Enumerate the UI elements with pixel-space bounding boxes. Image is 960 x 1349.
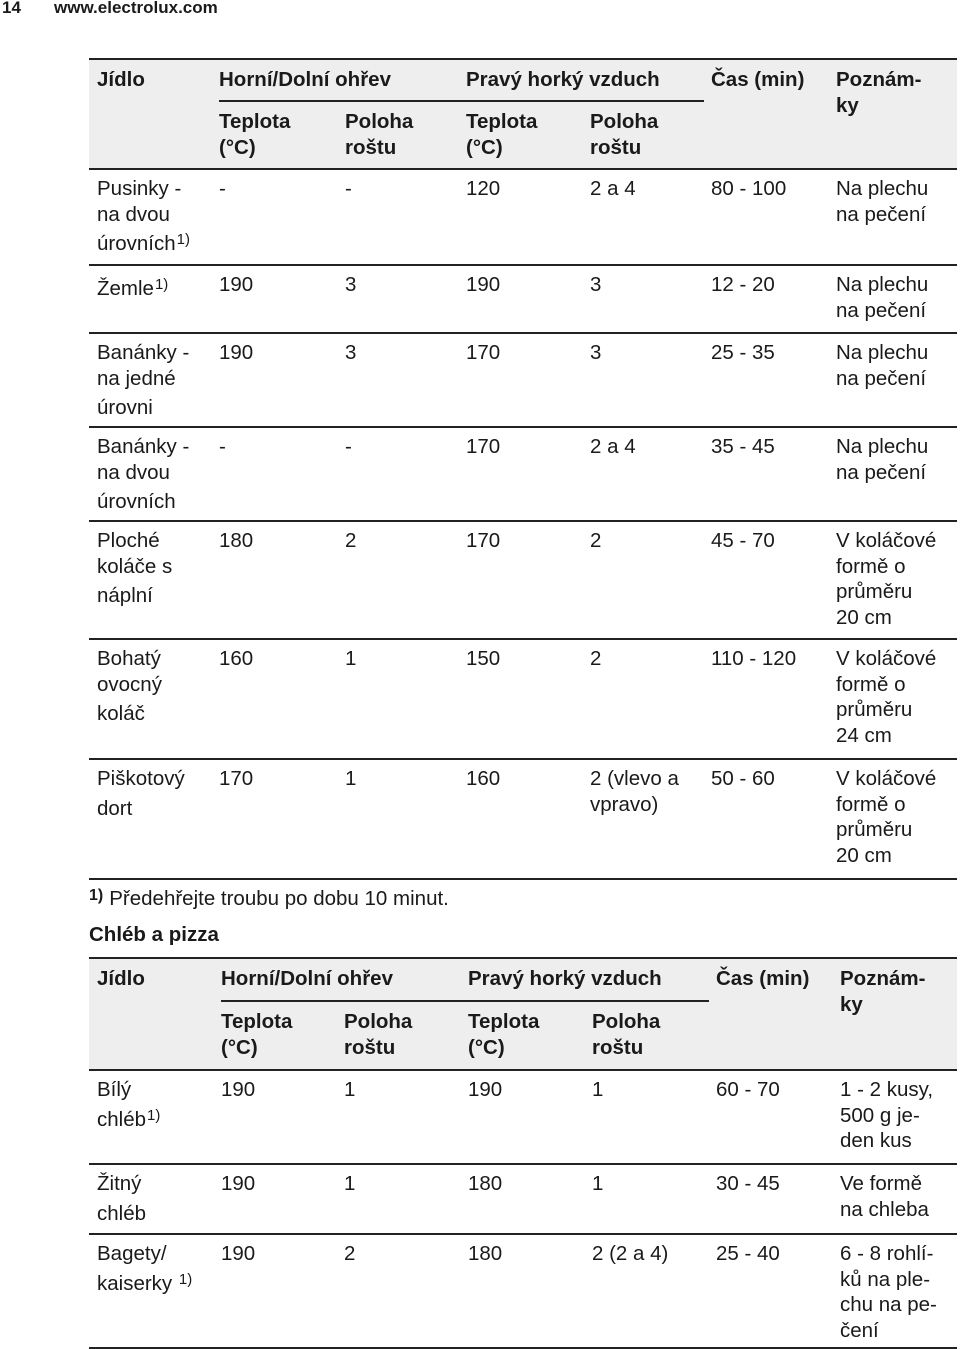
cell-temp2: [468, 1077, 502, 1103]
col-temp1-header: Teplota (°C): [221, 1010, 293, 1059]
cell-time: [711, 434, 775, 460]
table-row: [89, 1233, 957, 1349]
cell-pos1: [344, 1241, 355, 1267]
table-row: [89, 638, 957, 758]
cell-pos1-text: 1: [344, 1172, 356, 1195]
cell-temp2-text: 190: [468, 1078, 503, 1101]
col-temp2-header: Teplota (°C): [468, 1010, 540, 1059]
col-group-fan-header: Pravý horký vzduch: [468, 967, 662, 990]
footnote-text: Předehřejte troubu po dobu 10 minut.: [109, 887, 449, 910]
cell-note: [836, 176, 928, 227]
table-row: [89, 426, 957, 520]
cell-temp1: [219, 272, 253, 298]
cell-food-text: Pusinky - na dvou úrovních: [97, 177, 182, 255]
page-number: 14: [2, 0, 21, 17]
cell-food: [97, 528, 172, 609]
cell-temp1: [219, 528, 253, 554]
cell-pos2: [590, 766, 679, 817]
cell-temp2: [468, 1171, 502, 1197]
cell-pos2-text: 1: [592, 1078, 604, 1101]
cell-pos2-text: 1: [592, 1172, 604, 1195]
col-pos2-header: Poloha roštu: [590, 110, 659, 159]
cell-temp2-text: 170: [466, 529, 501, 552]
cell-food: [97, 434, 189, 515]
cell-temp1-text: -: [219, 177, 226, 200]
cell-pos1-text: -: [345, 177, 352, 200]
col-food-header: Jídlo: [97, 68, 145, 91]
cell-pos1-text: -: [345, 435, 352, 458]
col-notes-header: Poznám- ky: [840, 967, 926, 1016]
cell-food-text: Žitný chléb: [97, 1172, 147, 1225]
cell-temp2: [466, 340, 500, 366]
footnote-ref: 1): [154, 276, 169, 293]
cell-time-text: 110 - 120: [711, 647, 797, 670]
cell-pos2: [590, 272, 601, 298]
col-notes-header: Poznám- ky: [836, 68, 922, 117]
footnote: [89, 883, 449, 912]
cell-time-text: 30 - 45: [716, 1172, 780, 1195]
table-row: [89, 520, 957, 638]
cell-food-text: Bagety/ kaiserky: [97, 1242, 173, 1295]
cell-pos2: [590, 340, 601, 366]
col-temp2-header: Teplota (°C): [466, 110, 538, 159]
cell-food: [97, 646, 162, 727]
cell-temp2-text: 190: [466, 273, 501, 296]
col-time-header: Čas (min): [711, 68, 805, 91]
cell-time-text: 35 - 45: [711, 435, 775, 458]
cell-pos1: [345, 340, 356, 366]
cell-time: [711, 528, 775, 554]
cell-pos1: [344, 1077, 355, 1103]
cell-pos2: [590, 528, 601, 554]
table-row: [89, 1069, 957, 1163]
cell-note-text: Na plechu na pečení: [836, 435, 929, 484]
cell-pos1-text: 1: [345, 647, 357, 670]
cell-temp1: [219, 434, 226, 460]
cell-pos1-text: 1: [344, 1078, 356, 1101]
cell-note-text: V koláčové formě o průměru 24 cm: [836, 647, 937, 747]
cell-pos2-text: 2: [590, 647, 602, 670]
cell-temp2: [466, 176, 500, 202]
cell-pos2-text: 2 (vlevo a vpravo): [590, 767, 679, 816]
col-group-fan-header: Pravý horký vzduch: [466, 68, 660, 91]
cell-food-text: Banánky - na jedné úrovni: [97, 341, 190, 419]
cell-food-text: Bohatý ovocný koláč: [97, 647, 162, 725]
cell-pos2: [592, 1241, 668, 1267]
col-group-conventional-header: Horní/Dolní ohřev: [219, 68, 391, 91]
cell-time-text: 45 - 70: [711, 529, 775, 552]
cell-temp1-text: 190: [221, 1078, 256, 1101]
cell-pos1-text: 3: [345, 341, 357, 364]
cell-temp2: [466, 434, 500, 460]
cell-food-text: Ploché koláče s náplní: [97, 529, 173, 607]
cell-time-text: 50 - 60: [711, 767, 775, 790]
cell-note: [836, 528, 936, 630]
cell-temp1-text: 170: [219, 767, 254, 790]
cell-time: [711, 340, 775, 366]
cell-food: [97, 340, 189, 421]
header-divider: [221, 1000, 709, 1002]
table-header: [89, 957, 957, 1069]
cell-note: [836, 340, 928, 391]
cell-time-text: 25 - 40: [716, 1242, 780, 1265]
cell-note-text: V koláčové formě o průměru 20 cm: [836, 767, 937, 867]
table-row: [89, 264, 957, 332]
cell-note-text: Na plechu na pečení: [836, 341, 929, 390]
cell-food: [97, 766, 185, 821]
cell-temp1: [219, 646, 253, 672]
footnote-ref: 1): [178, 1270, 193, 1288]
cell-temp1-text: 180: [219, 529, 254, 552]
cell-food-text: Piškotový dort: [97, 767, 185, 820]
cell-pos2: [590, 434, 636, 460]
cell-time-text: 25 - 35: [711, 341, 775, 364]
cell-note-text: 6 - 8 rohlí- ků na ple- chu na pe- čení: [840, 1242, 937, 1342]
cell-temp2-text: 180: [468, 1242, 503, 1265]
cell-time-text: 60 - 70: [716, 1078, 780, 1101]
cell-temp1: [221, 1171, 255, 1197]
baking-table-cakes: [89, 58, 957, 880]
footnote-mark: 1): [89, 887, 104, 904]
col-pos2-header: Poloha roštu: [592, 1010, 661, 1059]
cell-pos1: [345, 272, 356, 298]
cell-food-text: Bílý chléb: [97, 1078, 147, 1131]
cell-note-text: Na plechu na pečení: [836, 177, 929, 226]
col-temp1-header: Teplota (°C): [219, 110, 291, 159]
cell-note: [840, 1241, 937, 1343]
cell-pos1: [345, 434, 352, 460]
cell-temp1: [219, 340, 253, 366]
cell-temp2: [466, 646, 500, 672]
cell-time: [711, 646, 796, 672]
cell-time: [716, 1077, 780, 1103]
cell-pos1-text: 1: [345, 767, 357, 790]
cell-time: [716, 1241, 780, 1267]
table-header: [89, 58, 957, 168]
cell-pos1: [345, 528, 356, 554]
cell-food-text: Banánky - na dvou úrovních: [97, 435, 190, 513]
cell-note: [836, 272, 928, 323]
cell-temp2-text: 180: [468, 1172, 503, 1195]
cell-food-text: Žemle: [97, 277, 154, 300]
cell-time: [716, 1171, 780, 1197]
cell-time: [711, 766, 775, 792]
cell-temp2-text: 160: [466, 767, 501, 790]
cell-pos2: [592, 1077, 603, 1103]
cell-pos1-text: 2: [344, 1242, 356, 1265]
cell-food: [97, 1241, 192, 1296]
col-group-conventional-header: Horní/Dolní ohřev: [221, 967, 393, 990]
cell-food: [97, 176, 190, 257]
cell-pos2-text: 3: [590, 273, 602, 296]
cell-pos2-text: 2 (2 a 4): [592, 1242, 669, 1265]
cell-pos2: [590, 646, 601, 672]
cell-note: [836, 766, 936, 868]
cell-pos1: [345, 176, 352, 202]
col-pos1-header: Poloha roštu: [345, 110, 414, 159]
cell-pos2: [592, 1171, 603, 1197]
table-row: [89, 168, 957, 264]
col-time-header: Čas (min): [716, 967, 810, 990]
cell-time: [711, 272, 775, 298]
cell-time: [711, 176, 786, 202]
footnote-ref: 1): [147, 1106, 161, 1124]
cell-pos1-text: 3: [345, 273, 357, 296]
table-row: [89, 1163, 957, 1233]
cell-note: [836, 434, 928, 485]
cell-temp1-text: -: [219, 435, 226, 458]
cell-food: [97, 1171, 147, 1226]
cell-temp2: [466, 272, 500, 298]
cell-temp1: [221, 1077, 255, 1103]
cell-temp2: [466, 766, 500, 792]
col-food-header: Jídlo: [97, 967, 145, 990]
cell-temp2-text: 120: [466, 177, 501, 200]
cell-note-text: Na plechu na pečení: [836, 273, 929, 322]
cell-temp2-text: 170: [466, 435, 501, 458]
cell-note-text: 1 - 2 kusy, 500 g je- den kus: [840, 1078, 934, 1152]
cell-food: [97, 1077, 160, 1132]
cell-pos1: [345, 646, 356, 672]
cell-pos1: [345, 766, 356, 792]
cell-pos2-text: 2: [590, 529, 602, 552]
cell-note: [836, 646, 936, 748]
cell-pos2: [590, 176, 636, 202]
footnote-ref: 1): [176, 231, 190, 248]
cell-temp2-text: 150: [466, 647, 501, 670]
cell-temp1-text: 160: [219, 647, 254, 670]
baking-table-bread-pizza: [89, 957, 957, 1349]
col-pos1-header: Poloha roštu: [344, 1010, 413, 1059]
cell-time-text: 12 - 20: [711, 273, 775, 296]
cell-pos2-text: 2 a 4: [590, 177, 636, 200]
cell-note-text: Ve formě na chleba: [840, 1172, 929, 1221]
cell-pos1-text: 2: [345, 529, 357, 552]
cell-temp1: [221, 1241, 255, 1267]
cell-temp2: [466, 528, 500, 554]
cell-temp2: [468, 1241, 502, 1267]
cell-note: [840, 1077, 933, 1154]
cell-temp1: [219, 176, 226, 202]
cell-temp1-text: 190: [219, 341, 254, 364]
cell-temp1: [219, 766, 253, 792]
table-row: [89, 332, 957, 426]
cell-note-text: V koláčové formě o průměru 20 cm: [836, 529, 937, 629]
cell-food: [97, 272, 168, 302]
cell-note: [840, 1171, 929, 1222]
cell-pos1: [344, 1171, 355, 1197]
cell-temp1-text: 190: [221, 1172, 256, 1195]
website-url: www.electrolux.com: [54, 0, 218, 17]
cell-temp1-text: 190: [219, 273, 254, 296]
section-title: Chléb a pizza: [89, 923, 219, 946]
cell-temp1-text: 190: [221, 1242, 256, 1265]
cell-time-text: 80 - 100: [711, 177, 787, 200]
cell-temp2-text: 170: [466, 341, 501, 364]
header-divider: [219, 100, 704, 102]
cell-pos2-text: 2 a 4: [590, 435, 636, 458]
table-row: [89, 758, 957, 880]
cell-pos2-text: 3: [590, 341, 602, 364]
